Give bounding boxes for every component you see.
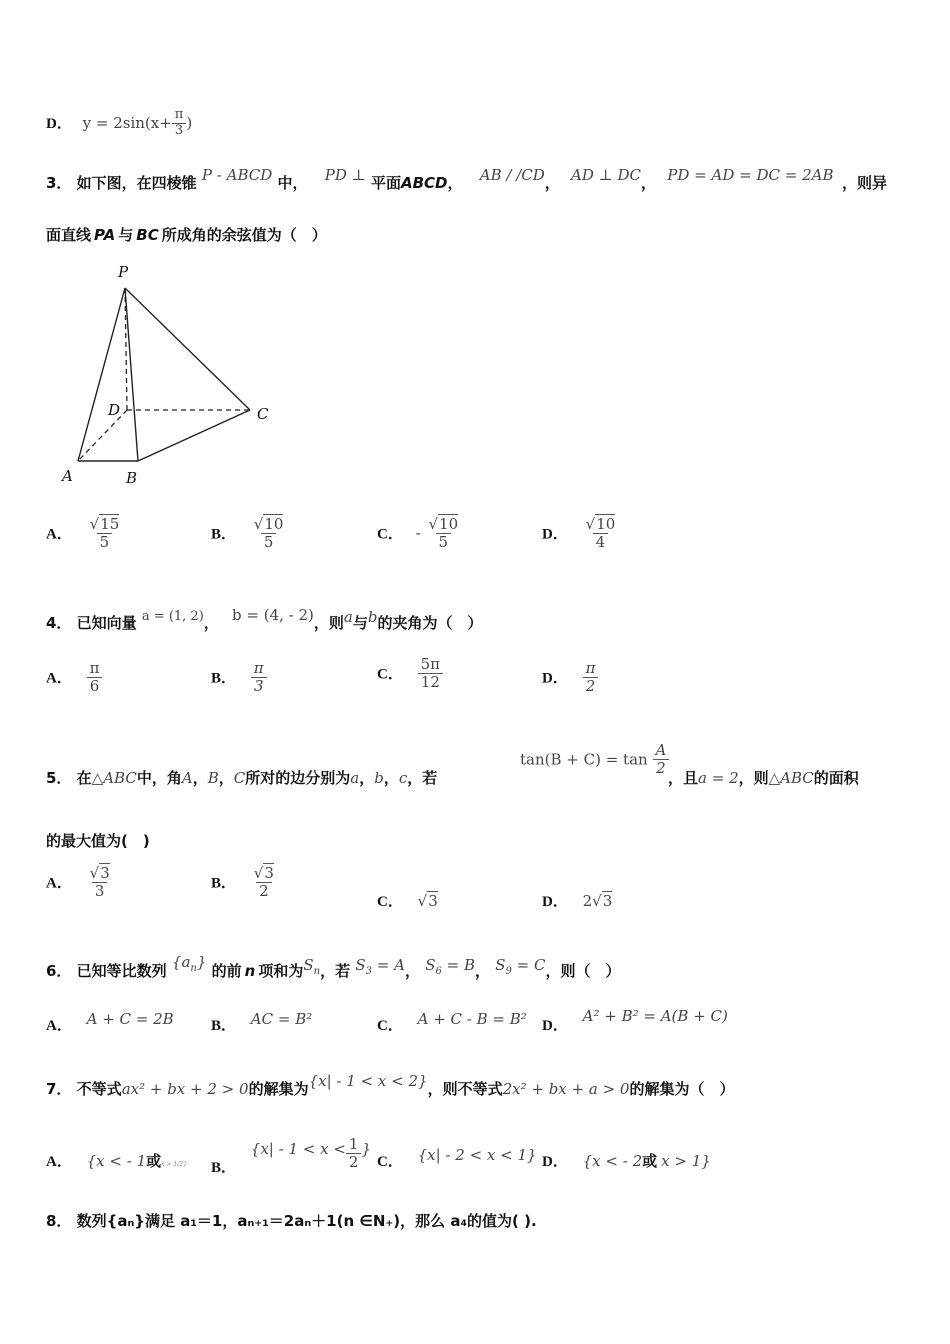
q3-option-a[interactable]: A． $\frac{√15}{5}$ (46, 516, 122, 552)
fraction: $\frac{5\pi}{12}$ (418, 656, 443, 692)
option-expr: y = 2sin(x+ (82, 113, 172, 132)
fraction: $\frac{√15}{5}$ (89, 515, 120, 552)
q5-option-a[interactable]: A． $\frac{√3}{3}$ (46, 865, 113, 901)
fraction: $\frac{A}{2}$ (652, 742, 669, 778)
question-5-tail: ，且a = 2，则△ABC的面积 (668, 769, 859, 787)
q4-option-b[interactable]: B． $\frac{\pi}{3}$ (211, 660, 267, 696)
question-number: 3． (46, 174, 72, 192)
question-3-line-1: 3． 如下图，在四棱锥 P - ABCD 中， PD ⊥ 平面ABCD， AB / /CD， AD ⊥ DC， PD = AD = DC = 2AB (46, 166, 834, 192)
q6-option-a[interactable]: A． A + C = 2B (46, 1010, 174, 1034)
pyramid-figure (50, 255, 290, 495)
q7-option-c[interactable]: C． {x| - 2 < x < 1} (377, 1146, 537, 1170)
fraction: $\frac{√3}{2}$ (253, 864, 274, 901)
q4-option-c[interactable]: C． $\frac{5\pi}{12}$ (377, 656, 443, 692)
question-8: 8． 数列{aₙ}满足 a₁＝1，aₙ₊₁＝2aₙ＋1(n ∈N₊)，那么 a₄的值为( ). (46, 1212, 537, 1230)
vertex-label-c: C (257, 405, 269, 423)
option-label: D． (46, 115, 72, 132)
q6-option-c[interactable]: C． A + C - B = B² (377, 1010, 527, 1034)
question-6: 6． 已知等比数列 $\{a_n\}$ 的前 n 项和为$S_n$，若 $S_3 = A$， $S_6 = B$， $S_9 = C$，则（ ） (46, 953, 621, 980)
fraction: $\frac{√10}{5}$ (253, 515, 284, 552)
q7-option-a[interactable]: A． {x < - 1或x > 1/2} (46, 1152, 187, 1170)
fraction: $\frac{√10}{4}$ (585, 515, 616, 552)
edge-pc (125, 288, 250, 410)
question-number: 7． (46, 1080, 72, 1098)
q6-option-d[interactable]: D． A² + B² = A(B + C) (542, 1007, 728, 1034)
fraction: $\frac{√10}{5}$ (428, 515, 459, 552)
q4-option-d[interactable]: D． $\frac{\pi}{2}$ (542, 660, 598, 696)
edge-pb (125, 288, 138, 461)
edge-pa (78, 288, 125, 461)
q4-option-a[interactable]: A． $\frac{\pi}{6}$ (46, 660, 102, 696)
q5-option-c[interactable]: C． √3 (377, 892, 438, 910)
fraction: $\frac{\pi}{2}$ (583, 660, 599, 696)
question-number: 8． (46, 1212, 72, 1230)
q3-option-c[interactable]: C． - $\frac{√10}{5}$ (377, 516, 461, 552)
question-5-line-2: 的最大值为( ) (46, 832, 150, 850)
vertex-label-a: A (62, 467, 73, 485)
fraction: $\frac{\pi}{6}$ (87, 660, 103, 696)
fraction: $\frac{1}{2}$ (346, 1136, 362, 1172)
q7-option-d[interactable]: D． {x < - 2或 x > 1} (542, 1152, 711, 1170)
question-number: 6． (46, 962, 72, 980)
question-4: 4． 已知向量 a = (1, 2)， b = (4, - 2)，则a与b的夹角为（ ） (46, 606, 483, 632)
question-3-line-2: 面直线 PA 与 BC 所成角的余弦值为（ ） (46, 226, 327, 244)
sequence-symbol: $\{a_n\}$ (171, 953, 207, 974)
q5-option-d[interactable]: D． 2√3 (542, 892, 613, 910)
question-number: 5． (46, 769, 72, 787)
q3-option-d[interactable]: D． $\frac{√10}{4}$ (542, 516, 618, 552)
q6-option-b[interactable]: B． AC = B² (211, 1010, 313, 1034)
edge-bc (138, 410, 250, 461)
vertex-label-d: D (108, 401, 121, 419)
q3-option-b[interactable]: B． $\frac{√10}{5}$ (211, 516, 286, 552)
q5-option-b[interactable]: B． $\frac{√3}{2}$ (211, 865, 277, 901)
q5-condition: tan(B + C) = tan $\frac{A}{2}$ (520, 742, 669, 778)
fraction: $\frac{\pi}{3}$ (172, 108, 187, 139)
vertex-label-b: B (126, 469, 138, 487)
question-7: 7． 不等式ax² + bx + 2 > 0的解集为{x| - 1 < x < 2}，则不等式2x² + bx + a > 0的解集为（ ） (46, 1072, 735, 1098)
prev-option-d: D． y = 2sin(x+ $\frac{\pi}{3}$ ) (46, 107, 193, 138)
vertex-label-p: P (118, 263, 129, 281)
q7-option-b[interactable]: B． {x| - 1 < x < $\frac{1}{2}$ } (211, 1135, 371, 1177)
question-number: 4． (46, 614, 72, 632)
question-3-tail: ，则异 (842, 174, 888, 192)
pyramid-name: P - ABCD (201, 166, 273, 184)
fraction: $\frac{√3}{3}$ (89, 864, 110, 901)
question-5-line-1: 5． 在△ABC中，角A，B，C所对的边分别为a，b，c，若 (46, 769, 438, 787)
fraction: $\frac{\pi}{3}$ (251, 660, 267, 696)
